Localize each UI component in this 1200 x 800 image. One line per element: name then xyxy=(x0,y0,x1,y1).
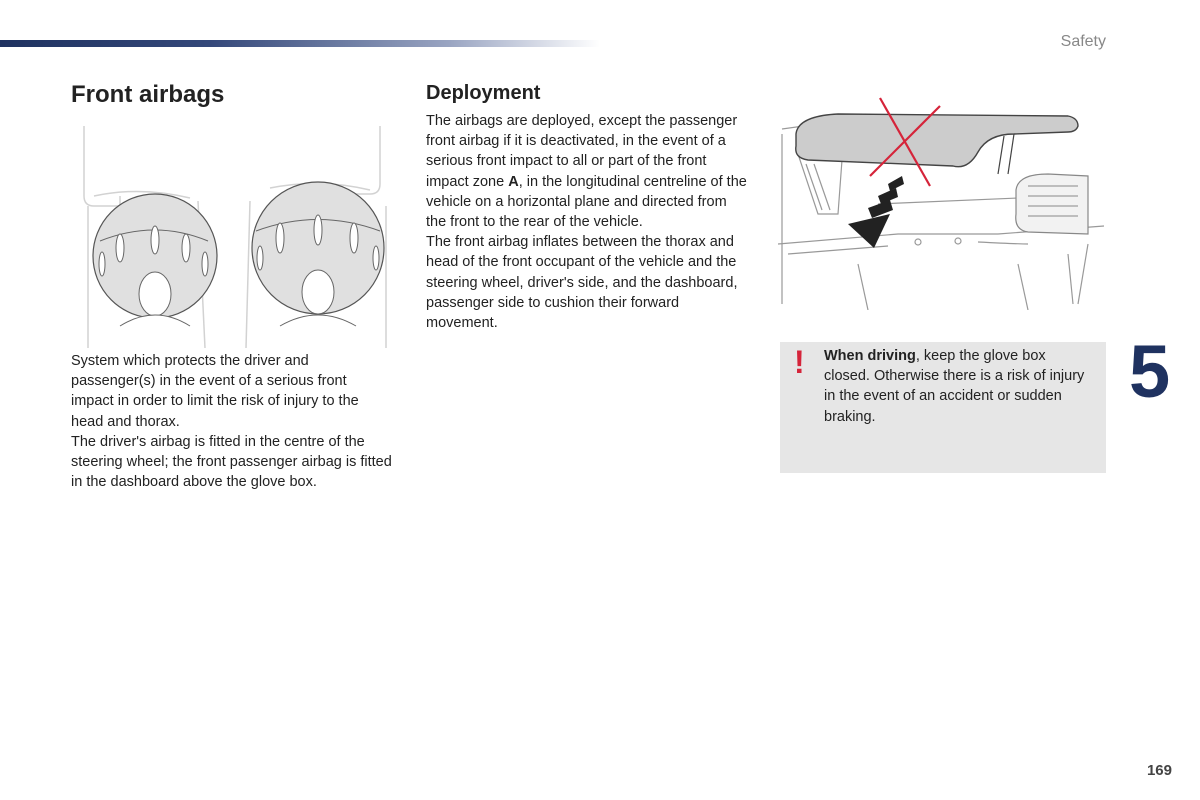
warning-text: When driving, keep the glove box closed. Otherwise there is a risk of injury in the event of an accident or sudden braking. xyxy=(824,348,1085,425)
chapter-number: 5 xyxy=(1129,330,1171,413)
intro-paragraph-1: System which protects the driver and passenger(s) in the event of a serious front impact in order to limit the risk of injury to the head and thorax. xyxy=(71,353,359,430)
warning-icon: ! xyxy=(794,344,805,380)
glove-box-illustration xyxy=(778,94,1108,310)
deployment-heading: Deployment xyxy=(426,82,541,104)
warning-box xyxy=(780,342,1106,473)
page-title: Front airbags xyxy=(71,81,225,108)
header-gradient-bar xyxy=(0,40,600,47)
deployment-paragraph-2: The front airbag inflates between the thorax and head of the front occupant of the vehicle and the steering wheel, driver's side, and the dashboard, passenger side to cushion their forward movement. xyxy=(426,234,738,332)
intro-paragraph-2: The driver's airbag is fitted in the centre of the steering wheel; the front passenger airbag is fitted in the dashboard above the glove box. xyxy=(71,433,392,491)
deployment-paragraph-1: The airbags are deployed, except the passenger front airbag if it is deactivated, in the event of a serious front impact to all or part of the front impact zone A, in the longitudinal centreline of the vehicle on a horizontal plane and directed from the front to the rear of the vehicle. xyxy=(426,113,747,231)
page-number: 169 xyxy=(1146,762,1172,779)
airbags-illustration xyxy=(80,126,390,348)
intro-text xyxy=(71,351,393,492)
section-name: Safety xyxy=(1060,33,1106,50)
deployment-section xyxy=(426,82,750,333)
